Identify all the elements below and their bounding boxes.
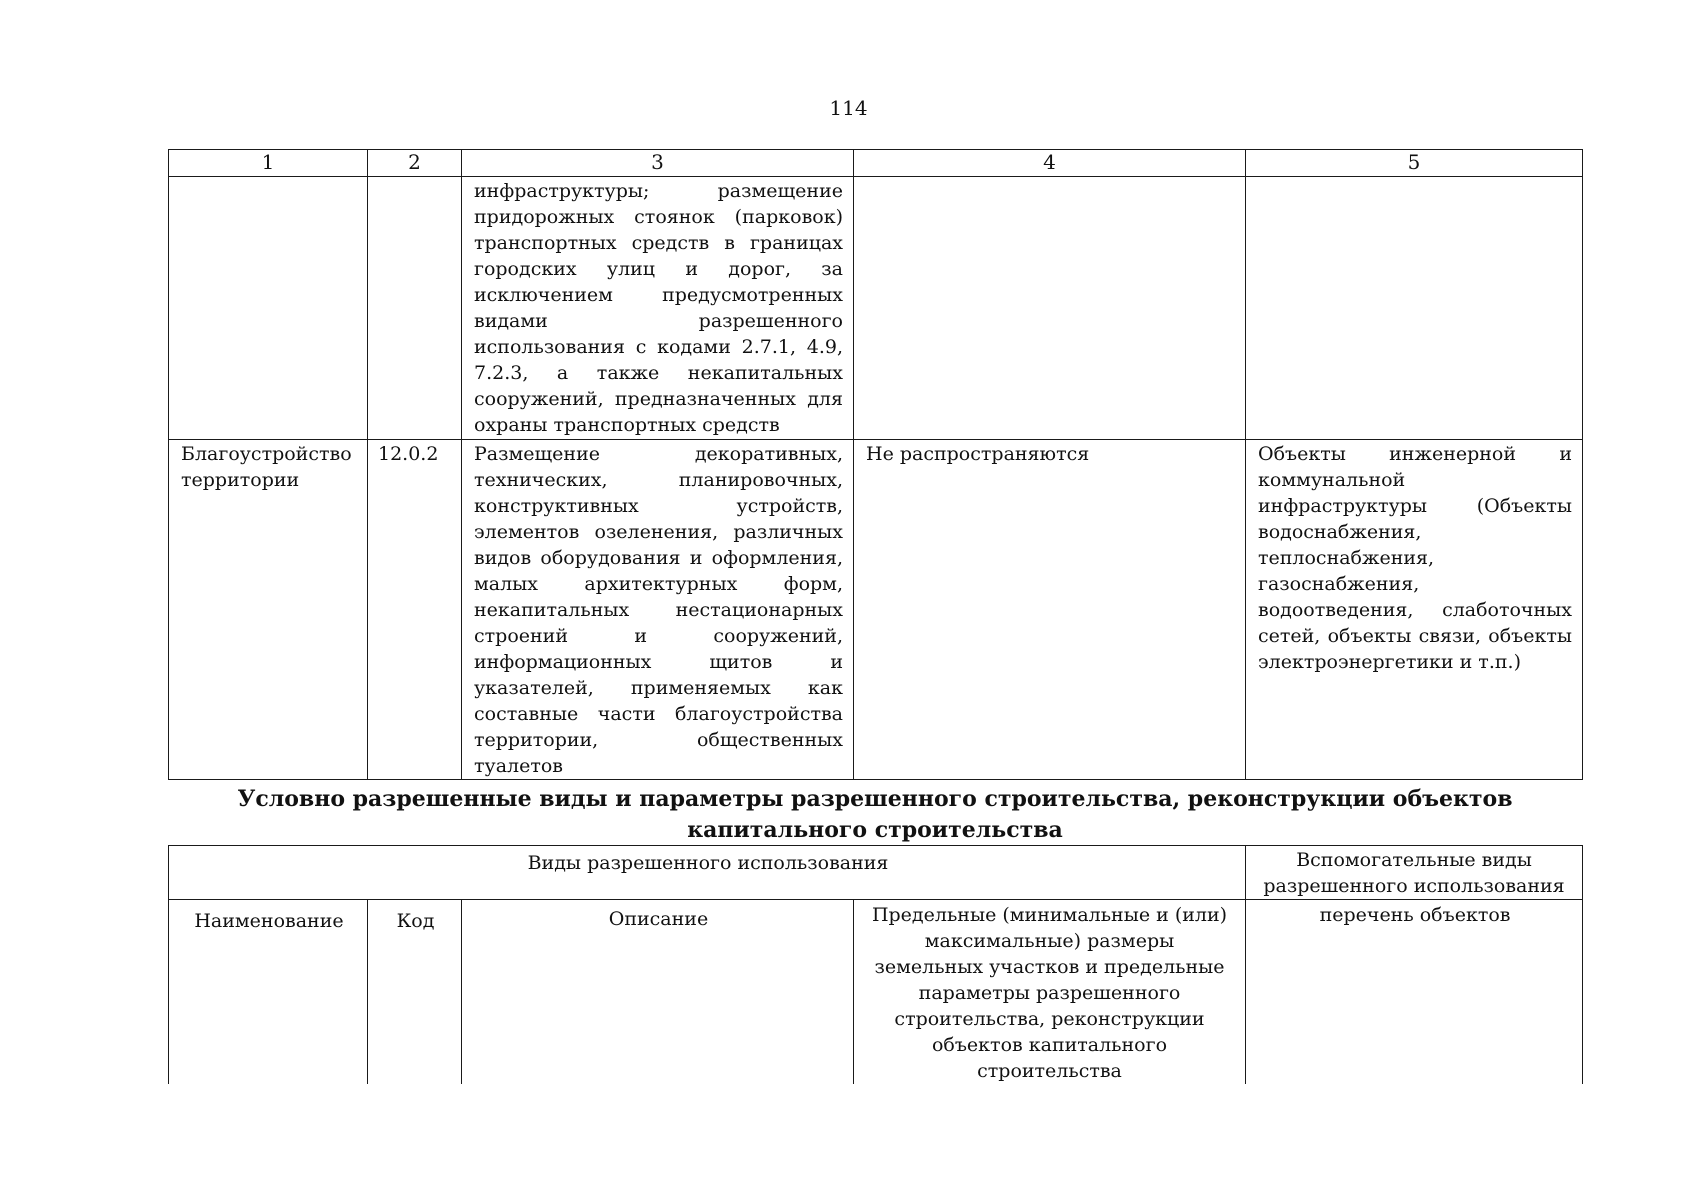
limits-text: Не распространяются [866, 443, 1090, 465]
name-cell [169, 440, 368, 780]
page-number: 114 [829, 96, 868, 120]
col-limits-header: Предельные (минимальные и (или) максимальные) размеры земельных участков и предельные параметры разрешенного строительства, реконструкции объектов капитального строительства [854, 900, 1246, 1085]
column-number-4: 4 [854, 150, 1246, 177]
description-cell [462, 440, 854, 780]
conditional-use-table [168, 845, 1583, 1084]
col-name-header: Наименование [169, 900, 368, 1085]
auxiliary-cell [1246, 177, 1583, 440]
code-cell [368, 177, 462, 440]
column-header-row [169, 900, 1583, 1085]
group-header-aux: Вспомогательные виды разрешенного использования [1246, 846, 1583, 900]
description-text: Размещение декоративных, технических, планировочных, конструктивных устройств, элементов озеленения, различных видов оборудования и оформления, малых архитектурных форм, некапитальных нестационарных строений и сооружений, информационных щитов и указателей, применяемых как составные части благоустройства территории, общественных туалетов [474, 443, 843, 777]
description-cell [462, 177, 854, 440]
auxiliary-cell [1246, 440, 1583, 780]
column-number-1: 1 [169, 150, 368, 177]
use-code: 12.0.2 [378, 443, 439, 465]
name-cell [169, 177, 368, 440]
use-name: Благоустройство территории [181, 443, 352, 491]
column-number-3: 3 [462, 150, 854, 177]
column-number-row [169, 150, 1583, 177]
table-row [169, 177, 1583, 440]
limits-cell [854, 177, 1246, 440]
group-header-main: Виды разрешенного использования [169, 846, 1246, 900]
description-text: инфраструктуры; размещение придорожных стоянок (парковок) транспортных средств в границах городских улиц и дорог, за исключением предусмотренных видами разрешенного использования с кодами 2.7.1, 4.9, 7.2.3, а также некапитальных сооружений, предназначенных для охраны транспортных средств [474, 180, 843, 436]
col-description-header: Описание [462, 900, 854, 1085]
zoning-table-continued [168, 149, 1583, 780]
column-number-2: 2 [368, 150, 462, 177]
table-row [169, 440, 1583, 780]
limits-cell [854, 440, 1246, 780]
code-cell [368, 440, 462, 780]
auxiliary-text: Объекты инженерной и коммунальной инфраструктуры (Объекты водоснабжения, теплоснабжения, газоснабжения, водоотведения, слаботочных сетей, объекты связи, объекты электроэнергетики и т.п.) [1258, 443, 1572, 673]
col-objects-header: перечень объектов [1246, 900, 1583, 1085]
section-title: Условно разрешенные виды и параметры разрешенного строительства, реконструкции объектов капитального строительства [237, 786, 1513, 843]
col-code-header: Код [368, 900, 462, 1085]
group-header-row [169, 846, 1583, 900]
column-number-5: 5 [1246, 150, 1583, 177]
